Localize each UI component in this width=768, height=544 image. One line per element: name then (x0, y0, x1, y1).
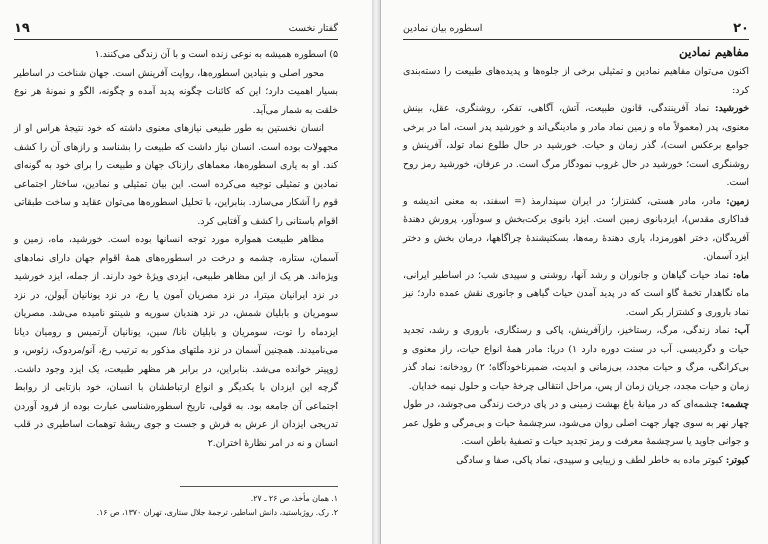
intro-paragraph: اکنون می‌توان مفاهیم نمادین و تمثیلی برخی از جلوه‌ها و پدیده‌های طبیعت را دسته‌بندی کرد: (403, 66, 749, 96)
left-page-header (14, 22, 338, 36)
entry-text: نماد حیات گیاهان و جانوران و رشد آنها، روشنی و سپیدی شب؛ در اساطیر ایرانی، ماه نگاهدار تخمهٔ گاو است که در پدید آمدن حیات گیاهی و جانوری نقش عمده دارد؛ نیز نماد باروری و کشتزار بکر است. (403, 269, 749, 318)
left-paragraph: محور اصلی و بنیادین اسطوره‌ها، روایت آفرینش است. جهان شناخت در اساطیر بسیار اهمیت دارد؛ این که کائنات چگونه پدید آمده و چگونه، الگو و نمونهٔ هر نوع خلقت به شمار می‌آید. (14, 67, 338, 116)
right-page (380, 0, 768, 544)
right-header-rule (403, 39, 749, 40)
entry-kabootar (403, 452, 749, 471)
footnote-rule (180, 486, 338, 487)
left-footnotes (14, 492, 338, 520)
left-paragraph: انسان نخستین به طور طبیعی نیازهای معنوی داشته که خود نتیجهٔ هراس او از مجهولات بوده است. انسان نیاز داشت که طبیعت را بشناسد و رازهای آن را کشف کند. او به یاری اسطوره‌ها، معماهای رازناک جهان و طبیعت را برای خود به گونه‌ای نمادین و تمثیلی توجیه می‌کرده است. این بیان تمثیلی و نمادین، ساختار اجتماعی قوم را آشکار می‌سازد. بنابراین، با تحلیل اسطوره‌ها می‌توان عقاید و ساخت طبقاتی اقوام باستانی را کشف و آفتابی کرد. (14, 123, 338, 227)
left-header-rule (14, 39, 338, 40)
left-page (0, 0, 373, 544)
footnote: ۱. همان مأخذ، ص ۲۶ ـ ۲۷. (250, 494, 338, 503)
right-page-body (403, 42, 749, 470)
entry-text: نماد آفرینندگی، قانون طبیعت، آتش، آگاهی، تفکر، روشنگری، عقل، بینش معنوی، پدر (معمولاً ماه و زمین نماد مادر و مادینگی‌اند و خورشید پدر است، اما در برخی جوامع برعکس است)، گذر زمان و حیات. خورشید در حال طلوع نماد تولد، آفرینش و روشنگری است؛ خورشید در حال غروب نمودگار مرگ است. در عرفان، خورشید رمز روح است. (403, 103, 749, 188)
entry-text: کبوتر ماده به خاطر لطف و زیبایی و سپیدی، نماد پاکی، صفا و سادگی (456, 454, 723, 466)
right-page-header (403, 22, 749, 36)
entry-text: چشمه‌ای که در میانهٔ باغ بهشت زمینی و در پای درخت زندگی می‌جوشد، در طول چهار نهر به سوی چهار جهت اصلی روان می‌شود، سرچشمهٔ حیات و بی‌مرگی و طول عمر و جوانی جاوید یا سرچشمهٔ معرفت و رمز تجدید حیات و تصفیهٔ باطن است. (403, 399, 749, 447)
right-running-head: اسطوره بیان نمادین (403, 23, 483, 34)
entry-cheshmeh (403, 396, 749, 452)
entry-ab (403, 322, 749, 396)
entry-mah (403, 267, 749, 323)
section-heading: مفاهیم نمادین (678, 45, 749, 59)
entry-term: ماه: (732, 269, 749, 281)
entry-term: خورشید: (715, 103, 749, 114)
left-paragraph: مظاهر طبیعت همواره مورد توجه انسانها بوده است. خورشید، ماه، زمین و آسمان، ستاره، چشمه و درخت در اسطوره‌های همهٔ اقوام جهان دارای نمادهای ویژه‌اند. هر یک از این مظاهر طبیعی، ایزدی ویژهٔ خود دارند. از جمله، ایزد خورشید در نزد ایرانیان میترا، در نزد مصریان آمون یا رع، در نزد یونانیان آپولن، در نزد سومریان و بابلیان شمش، در نزد هندیان سوریه و شینتو نامیده می‌شد. مصریان ایزدماه را توت، سومریان و بابلیان نانا/ سین، یونانیان آرتمیس و رومیان دیانا می‌نامیدند. همچنین آسمان در نزد ملتهای مذکور به ترتیب رع، آنو/مردوک، زئوس، و ژوپیتر خوانده می‌شد. بنابراین، در برابر هر مظهر طبیعت، یک ایزد وجود داشت. گرچه این ایزدان با یکدیگر و انواع ارتباطشان با انسان، خود بازتابی از روابط اجتماعی آن جامعه بود. به قولی، تاریخ اسطوره‌شناسی عبارت بوده از فرود آوردن تدریجی ایزدان از عرش به فرش و جست و جوی ریشهٔ توهمات اساطیری در قلب انسان و نه در امر نظارهٔ اختران.۲ (14, 234, 338, 449)
left-running-head: گفتار نخست (288, 23, 338, 34)
left-page-body (14, 46, 338, 453)
left-page-number: ۱۹ (14, 21, 30, 36)
entry-text: نماد زندگی، مرگ، رستاخیز، رازآفرینش، پاکی و رستگاری، باروری و رشد، تجدید حیات و دگردیسی. آب در سنت دوره دارد ۱) دریا: مادر همهٔ انواع حیات، راز معنوی و بی‌کرانگی، مرگ و حیات مجدد، بی‌زمانی و ابدیت، ضمیرناخودآگاه؛ ۲) رودخانه: نماد گذر زمان و حیات مجدد، جریان زمان از پس، مراحل انتقالی چرخهٔ حیات و حلول نیمه خدایان. (403, 325, 749, 392)
left-paragraph: ۵) اسطوره همیشه به نوعی زنده است و با آن زندگی می‌کنند.۱ (94, 49, 338, 60)
book-gutter (372, 0, 380, 544)
right-page-number: ۲۰ (733, 21, 749, 36)
entry-term: کبوتر: (725, 454, 749, 466)
entry-zamin (403, 193, 749, 267)
entry-text: مادر، مادر هستی، کشتزار؛ در ایران سپندارمذ (= اسفند، به معنی اندیشه و فداکاری مقدس)، ایزدبانوی زمین است. ایزد بانوی برکت‌بخش و سودآور، پرورش دهندهٔ آفریدگان، دختر اهورمزدا، یاری دهندهٔ رمه‌ها، بسکتیشندهٔ چراگاهها، درمان بخش و دختر ایزد آسمان. (403, 195, 749, 262)
entry-term: چشمه: (721, 399, 749, 410)
entry-term: زمین: (726, 195, 749, 207)
entry-khorshid (403, 100, 749, 193)
footnote: ۲. رک. روژباستید، دانش اساطیر، ترجمهٔ جلال ستاری، تهران ۱۳۷۰، ص ۱۶. (96, 508, 338, 517)
entry-term: آب: (734, 325, 749, 336)
